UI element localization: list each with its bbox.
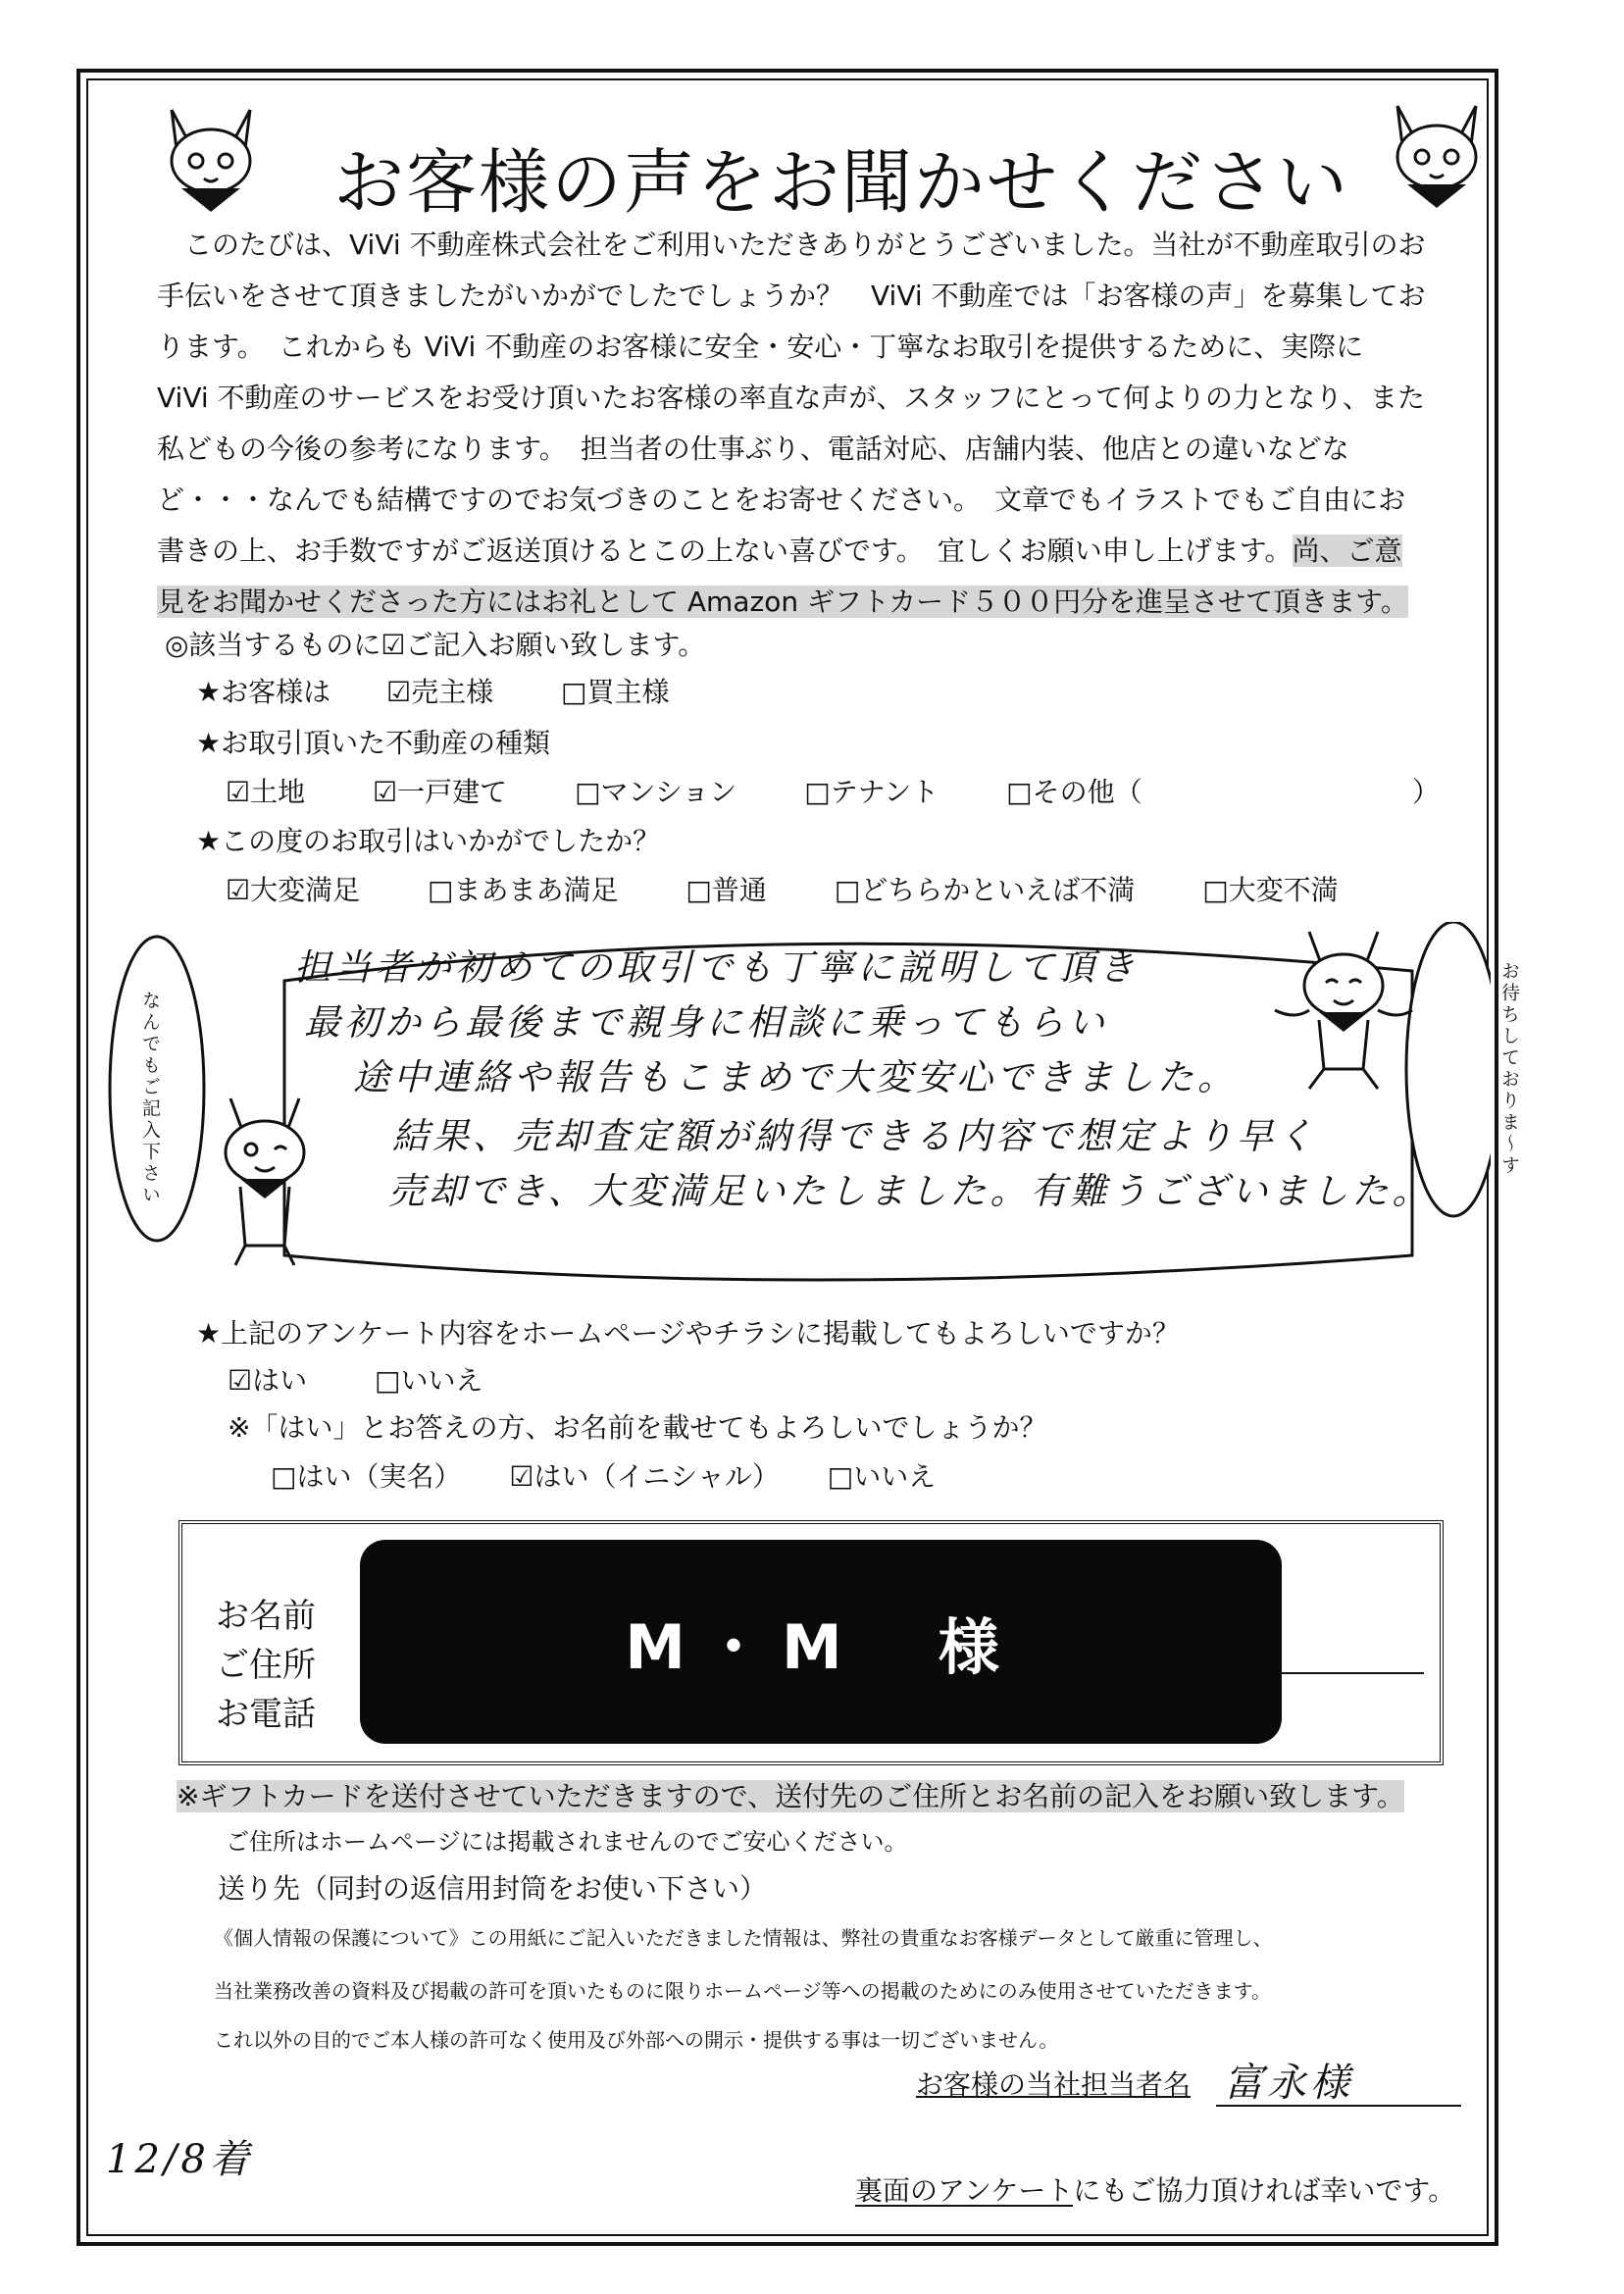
- q5-options: [271, 1455, 994, 1495]
- option-label: 買主様: [586, 676, 670, 708]
- intro-line: ります。 これからも ViVi 不動産のお客様に安全・安心・丁寧なお取引を提供するために、実際に: [157, 331, 1364, 363]
- option-label: 普通: [711, 874, 767, 906]
- checkbox-icon[interactable]: □: [271, 1460, 297, 1493]
- staff-line: [1216, 2105, 1461, 2107]
- q2-label: ★お取引頂いた不動産の種類: [196, 727, 551, 759]
- send-to: 送り先（同封の返信用封筒をお使い下さい）: [218, 1872, 768, 1905]
- option-other[interactable]: [1006, 771, 1142, 810]
- highlight-text: 見をお聞かせくださった方にはお礼として Amazon ギフトカード５００円分を進呈させて頂きます。: [157, 586, 1408, 618]
- option-mansion[interactable]: [575, 771, 736, 810]
- option-label: いいえ: [853, 1460, 937, 1493]
- checkbox-icon[interactable]: □: [1202, 874, 1229, 906]
- option-label: いいえ: [400, 1364, 483, 1397]
- privacy-line: 当社業務改善の資料及び掲載の許可を頂いたものに限りホームページ等への掲載のためにのみ使用させていただきます。: [214, 1979, 1271, 2003]
- instruction: ◎該当するものに☑ご記入お願い致します。: [165, 629, 706, 661]
- back-note-underline: [855, 2205, 1073, 2207]
- q5-label: ※「はい」とお答えの方、お名前を載せてもよろしいでしょうか？: [228, 1411, 1047, 1444]
- back-note: 裏面のアンケートにもご協力頂ければ幸いです。: [855, 2174, 1456, 2207]
- bubble-right-text: お待ちしておりま〜す: [1498, 961, 1520, 1177]
- highlight-text: 尚、ご意: [1292, 535, 1402, 567]
- checkbox-icon[interactable]: □: [561, 676, 587, 708]
- checked-box-icon[interactable]: ☑: [509, 1460, 534, 1493]
- phone-label: お電話: [216, 1695, 316, 1734]
- intro-text: [157, 220, 1510, 628]
- close-paren: ）: [1412, 776, 1441, 808]
- option-label: テナント: [830, 776, 939, 808]
- intro-line: このたびは、ViVi 不動産株式会社をご利用いただきありがとうございました。当社が不動産取引のお: [157, 229, 1426, 261]
- name-label: お名前: [216, 1597, 316, 1636]
- fox-mascot-icon: [1373, 86, 1500, 214]
- option-no-name[interactable]: [828, 1455, 936, 1495]
- option-publish-no[interactable]: [375, 1359, 482, 1399]
- option-very-dissatisfied[interactable]: [1202, 869, 1338, 908]
- intro-line-text: 書きの上、お手数ですがご返送頂けるとこの上ない喜びです。 宜しくお願い申し上げます。: [157, 535, 1293, 567]
- bubble-left-text: なんでもご記入下さい: [139, 991, 161, 1206]
- staff-name: 富永様: [1224, 2061, 1353, 2106]
- highlight-text: ※ギフトカードを送付させていただきますので、送付先のご住所とお名前の記入をお願い致します。: [177, 1780, 1404, 1812]
- staff-label: お客様の当社担当者名: [916, 2068, 1192, 2101]
- checkbox-icon[interactable]: □: [575, 776, 601, 808]
- privacy-line: 《個人情報の保護について》この用紙にご記入いただきました情報は、弊社の貴重なお客様データとして厳重に管理し、: [214, 1926, 1273, 1950]
- fox-character-icon: [1255, 922, 1432, 1098]
- option-tenant[interactable]: [804, 771, 939, 810]
- option-very-satisfied[interactable]: [226, 869, 360, 908]
- checked-box-icon[interactable]: ☑: [226, 874, 251, 906]
- option-label: 一戸建て: [397, 776, 508, 808]
- checked-box-icon[interactable]: ☑: [373, 776, 398, 808]
- address-line: [1282, 1672, 1424, 1674]
- q4-label: ★上記のアンケート内容をホームページやチラシに掲載してもよろしいですか？: [196, 1317, 1180, 1350]
- option-label: 土地: [250, 776, 306, 808]
- option-label: はい: [252, 1364, 308, 1397]
- checked-box-icon[interactable]: ☑: [386, 676, 412, 708]
- intro-line: [157, 526, 1510, 577]
- option-label: どちらかといえば不満: [860, 874, 1136, 906]
- q3-label: ★この度のお取引はいかがでしたか？: [196, 825, 661, 857]
- privacy-line: これ以外の目的でご本人様の許可なく使用及び外部への開示・提供する事は一切ございません。: [214, 2028, 1059, 2052]
- checked-box-icon[interactable]: ☑: [228, 1364, 253, 1397]
- option-real-name[interactable]: [271, 1455, 461, 1495]
- option-label: 大変不満: [1228, 874, 1339, 906]
- checkbox-icon[interactable]: □: [834, 874, 861, 906]
- page-title: お客様の声をお聞かせください: [333, 141, 1350, 224]
- checkbox-icon[interactable]: □: [1006, 776, 1033, 808]
- q4-options: [228, 1359, 542, 1399]
- checkbox-icon[interactable]: □: [428, 874, 454, 906]
- checked-box-icon[interactable]: ☑: [226, 776, 251, 808]
- q2-options: [226, 771, 1142, 810]
- intro-line: 私どもの今後の参考になります。 担当者の仕事ぶり、電話対応、店舗内装、他店との違いなどな: [157, 433, 1349, 465]
- intro-line: [157, 577, 1510, 628]
- received-note: 12/8着: [106, 2137, 253, 2182]
- option-house[interactable]: [373, 771, 507, 810]
- option-label: マンション: [600, 776, 737, 808]
- fox-character-icon: [196, 1089, 333, 1275]
- option-land[interactable]: [226, 771, 305, 810]
- intro-line: 手伝いをさせて頂きましたがいかがでしたでしょうか？ ViVi 不動産では「お客様の声」を募集してお: [157, 280, 1426, 312]
- q1-label: ★お客様は: [196, 676, 331, 708]
- option-publish-yes[interactable]: [228, 1359, 307, 1399]
- option-normal[interactable]: [685, 869, 766, 908]
- option-label: はい（イニシャル）: [533, 1460, 780, 1493]
- fox-mascot-icon: [147, 90, 275, 218]
- checkbox-icon[interactable]: □: [804, 776, 831, 808]
- comment-line: 売却でき、大変満足いたしました。有難うございました。: [388, 1170, 1433, 1212]
- intro-line: ど・・・なんでも結構ですのでお気づきのことをお寄せください。 文章でもイラストでもご自由にお: [157, 484, 1406, 516]
- address-note: ご住所はホームページには掲載されませんのでご安心ください。: [226, 1828, 908, 1856]
- q1-row: [196, 671, 729, 710]
- option-buyer[interactable]: [561, 671, 669, 710]
- option-label: 大変満足: [250, 874, 361, 906]
- checkbox-icon[interactable]: □: [375, 1364, 401, 1397]
- q3-options: [226, 869, 1339, 908]
- option-somewhat-dissatisfied[interactable]: [835, 869, 1135, 908]
- option-seller[interactable]: [386, 671, 493, 710]
- comment-line: 最初から最後まで親身に相談に乗ってもらい: [304, 1001, 1108, 1044]
- option-label: はい（実名）: [296, 1460, 462, 1493]
- option-somewhat-satisfied[interactable]: [428, 869, 618, 908]
- customer-name: M・M 様: [360, 1540, 1282, 1744]
- option-label: その他（: [1032, 776, 1142, 808]
- comment-line: 担当者が初めての取引でも丁寧に説明して頂き: [294, 946, 1139, 989]
- checkbox-icon[interactable]: □: [685, 874, 712, 906]
- intro-line: ViVi 不動産のサービスをお受け頂いたお客様の率直な声が、スタッフにとって何よりの力となり、また: [157, 382, 1425, 414]
- option-initials[interactable]: [509, 1455, 779, 1495]
- comment-line: 結果、売却査定額が納得できる内容で想定より早く: [392, 1115, 1317, 1157]
- gift-note: [177, 1775, 1404, 1814]
- option-label: 売主様: [411, 676, 494, 708]
- checkbox-icon[interactable]: □: [827, 1460, 854, 1493]
- option-label: まあまあ満足: [453, 874, 619, 906]
- address-label: ご住所: [216, 1646, 316, 1685]
- comment-line: 途中連絡や報告もこまめで大変安心できました。: [353, 1056, 1238, 1098]
